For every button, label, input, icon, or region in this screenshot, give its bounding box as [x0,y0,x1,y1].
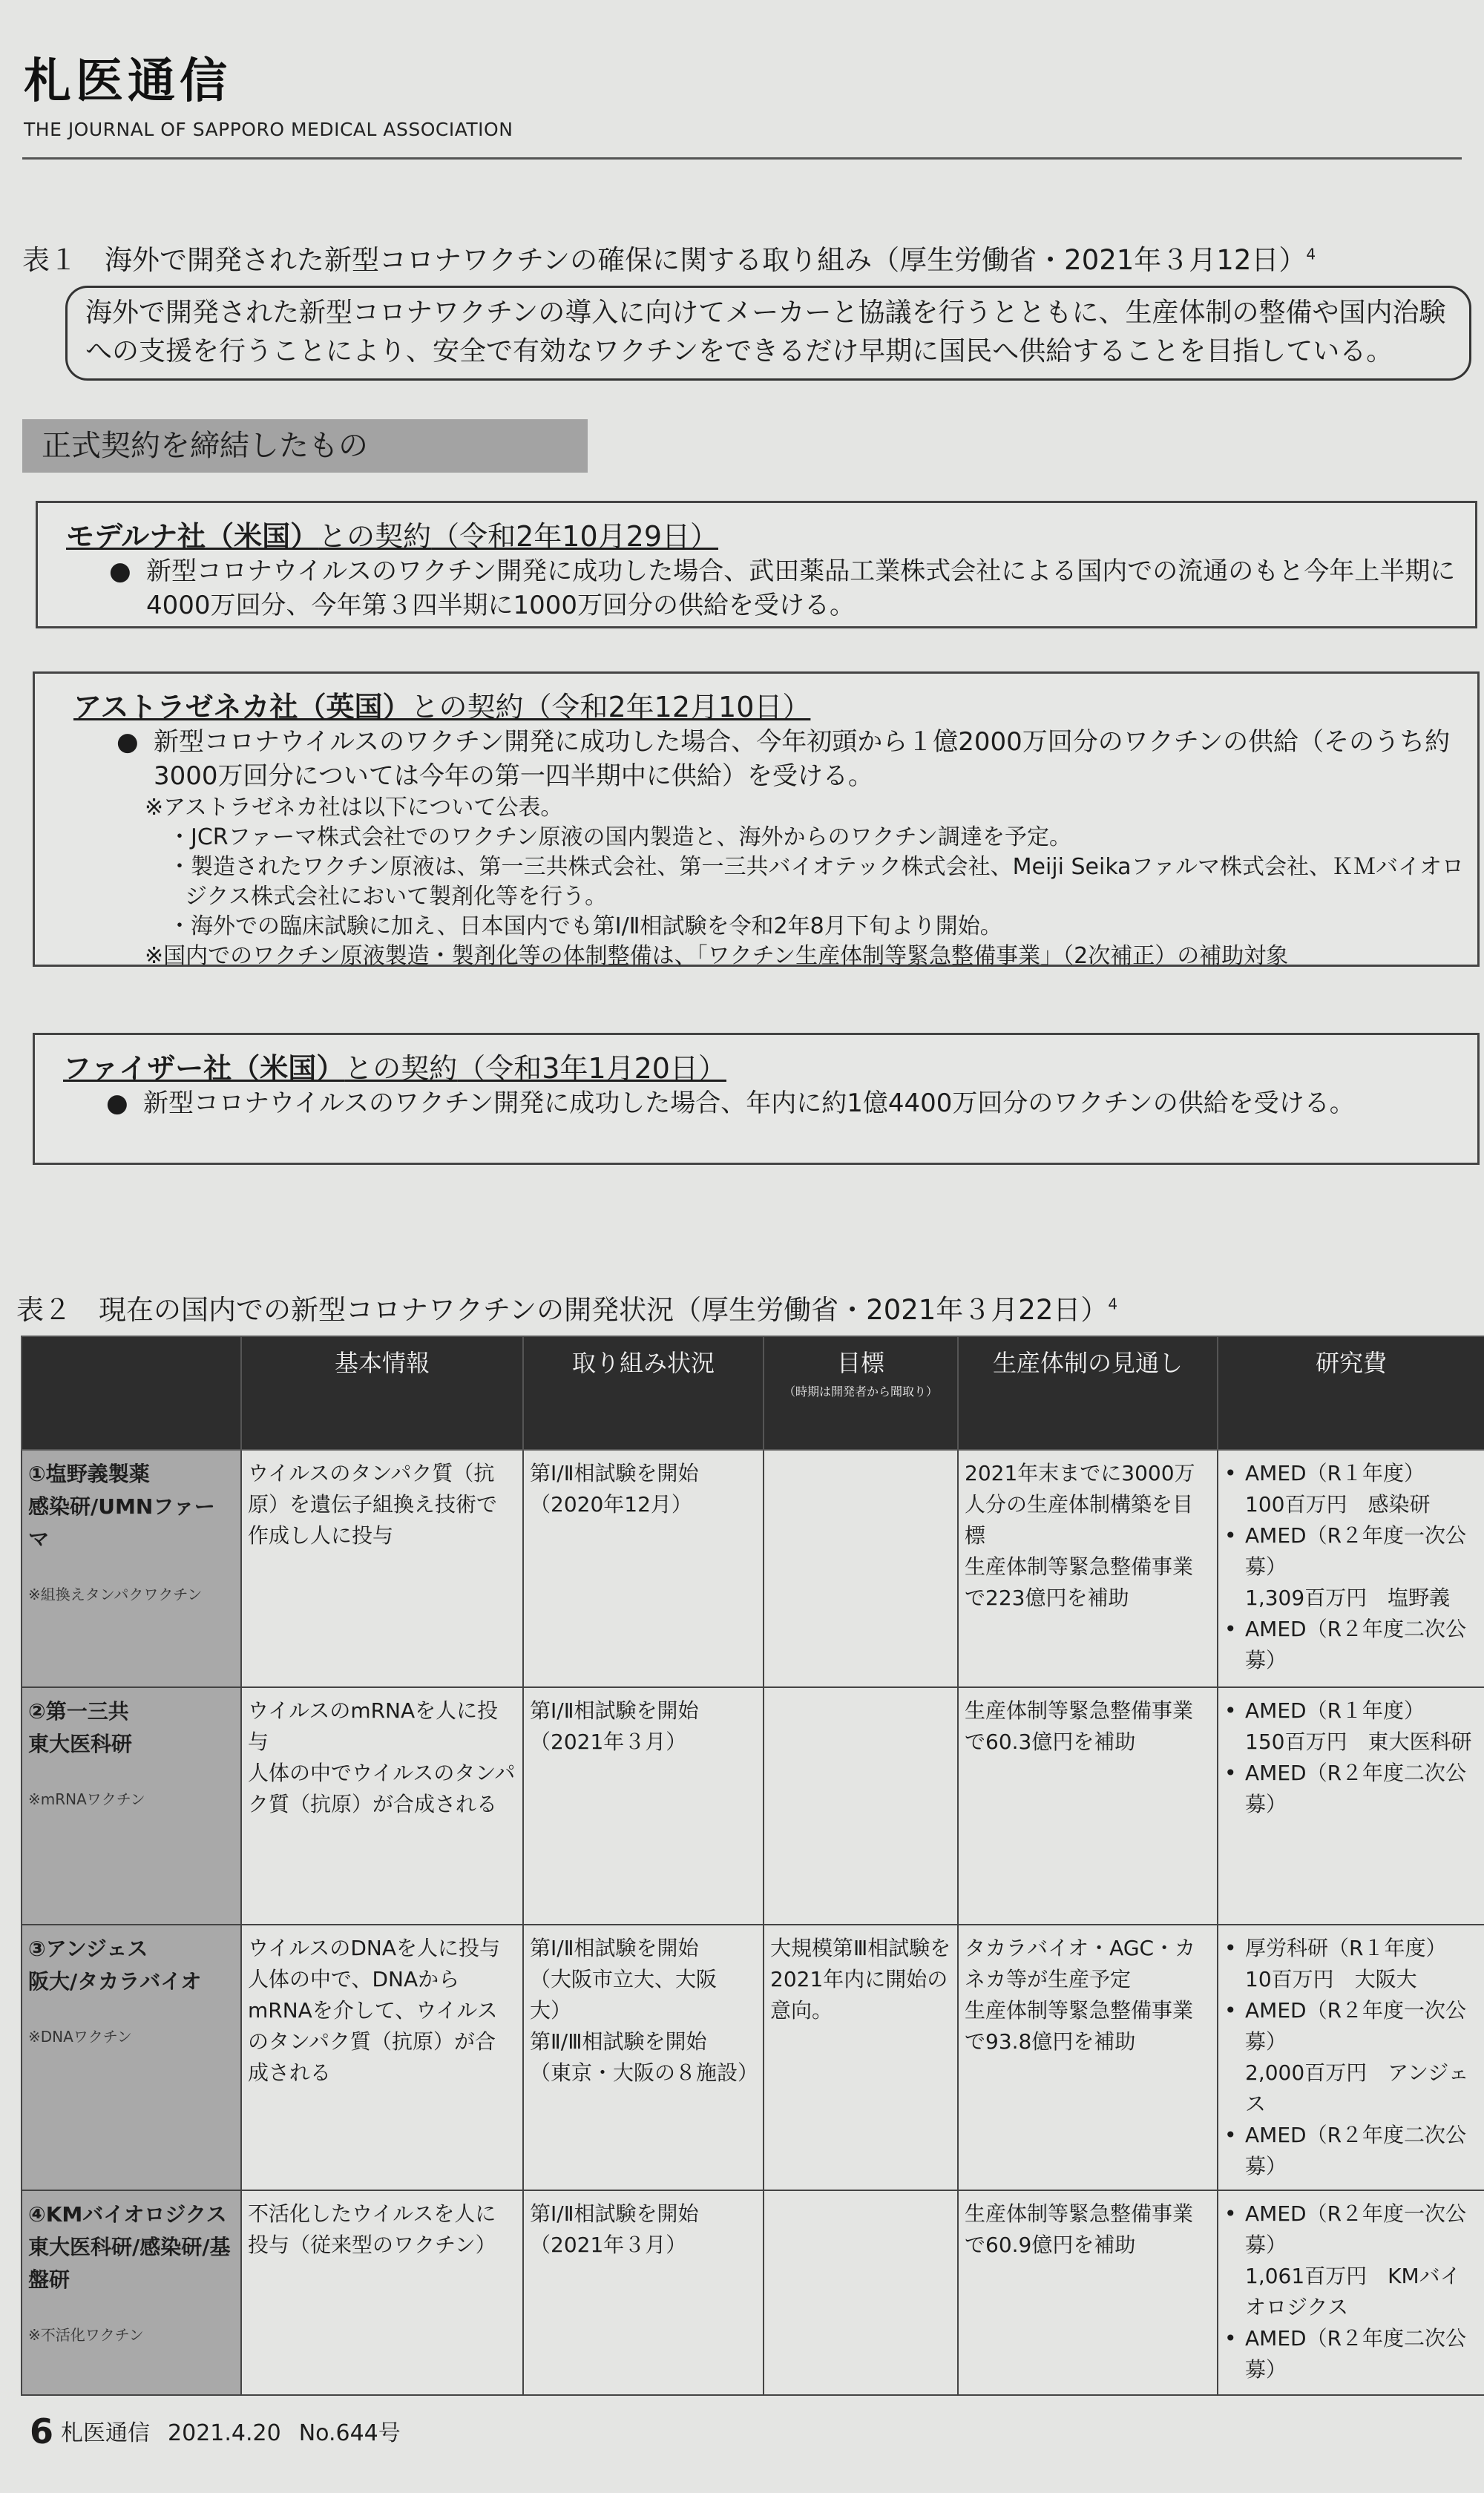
vaccine-type: ※不活化ワクチン [28,2326,144,2344]
cell-status [523,1925,764,2190]
cell-status [523,1450,764,1687]
funding-item: • AMED（R２年度一次公募） 1,061百万円 KMバイオロジクス [1224,2198,1478,2323]
funding-item: • AMED（R２年度二次公募） [1224,2323,1478,2385]
contract-heading [63,1045,1477,1086]
page-footer [30,2411,401,2451]
contract-note: ※国内でのワクチン原液製造・製剤化等の体制整備は、「ワクチン生産体制等緊急整備事業」（2次補正）の補助対象 [145,943,1289,969]
development-table [21,1336,1484,2396]
cell-org [22,1450,241,1687]
funding-item: • AMED（R１年度） 100百万円 感染研 [1224,1458,1478,1520]
cell-org-text: ③アンジェス 阪大/タカラバイオ [28,1937,202,1994]
contract-bullet: ● 新型コロナウイルスのワクチン開発に成功した場合、武田薬品工業株式会社による国内での流通のもと今年上半期に4000万回分、今年第３四半期に1000万回分の供給を受ける。 [66,554,1475,623]
contract-subnote: ・JCRファーマ株式会社でのワクチン原液の国内製造と、海外からのワクチン調達を予定。 [168,824,1072,850]
cell-status [523,2190,764,2395]
cell-basic-text: 不活化したウイルスを人に投与（従来型のワクチン） [248,2201,496,2257]
funding-item: • AMED（R２年度二次公募） [1224,1614,1478,1676]
cell-org-text: ④KMバイオロジクス 東大医科研/感染研/基盤研 [28,2202,231,2292]
cell-org [22,1925,241,2190]
cell-goal [764,2190,958,2395]
vaccine-type: ※組換えタンパクワクチン [28,1586,203,1603]
cell-status-text: 第Ⅰ/Ⅱ相試験を開始 （2021年３月） [530,1698,699,1754]
table-row [22,1925,1484,2190]
contract-date: （令和2年12月10日） [523,691,811,723]
company-name: アストラゼネカ社（英国） [73,691,411,723]
contract-box-moderna [36,501,1477,628]
contract-bullet: ● 新型コロナウイルスのワクチン開発に成功した場合、今年初頭から１億2000万回分のワクチンの供給（そのうち約3000万回分については今年の第一四半期中に供給）を受ける。 [73,725,1477,793]
journal-title: 札医通信 [24,53,232,109]
funding-item: • AMED（R２年度一次公募） 2,000百万円 アンジェス [1224,1995,1478,2120]
contract-date: （令和3年1月20日） [457,1052,726,1085]
header-status: 取り組み状況 [523,1336,764,1450]
table1-caption-text: 表１ 海外で開発された新型コロナワクチンの確保に関する取り組み（厚生労働省・2021年３月12日） [22,244,1307,276]
funding-item: • AMED（R２年度一次公募） 1,309百万円 塩野義 [1224,1520,1478,1614]
funding-item: • AMED（R２年度二次公募） [1224,1758,1478,1820]
cell-funding [1218,1687,1484,1925]
funding-item: • AMED（R１年度） 150百万円 東大医科研 [1224,1695,1478,1758]
cell-basic [241,1925,523,2190]
masthead [24,53,513,140]
contract-suffix: との契約 [410,691,524,723]
cell-funding [1218,1450,1484,1687]
cell-funding [1218,1925,1484,2190]
cell-goal [764,1925,958,2190]
contract-box-pfizer [33,1033,1480,1165]
company-name: モデルナ社（米国） [66,520,319,553]
funding-item: • 厚労科研（R１年度） 10百万円 大阪大 [1224,1933,1478,1995]
cell-org [22,1687,241,1925]
cell-production-text: 2021年末までに3000万人分の生産体制構築を目標 生産体制等緊急整備事業で223億円を補助 [965,1461,1195,1610]
contract-subnote: ・製造されたワクチン原液は、第一三共株式会社、第一三共バイオテック株式会社、Meiji Seikaファルマ株式会社、ＫＭバイオロジクス株式会社において製剤化等を行う。 [168,854,1465,910]
contract-suffix: との契約 [344,1052,458,1085]
table1-caption [22,237,1316,277]
cell-production-text: 生産体制等緊急整備事業で60.9億円を補助 [965,2201,1194,2257]
table-row [22,2190,1484,2395]
section-label: 正式契約を締結したもの [22,419,588,473]
cell-basic-text: ウイルスのDNAを人に投与 人体の中で、DNAからmRNAを介して、ウイルスのタンパク質（抗原）が合成される [248,1936,500,2085]
table1-summary: 海外で開発された新型コロナワクチンの導入に向けてメーカーと協議を行うとともに、生産体制の整備や国内治験への支援を行うことにより、安全で有効なワクチンをできるだけ早期に国民へ供給することを目指している。 [65,286,1471,381]
vaccine-type: ※mRNAワクチン [28,1790,145,1808]
table1-caption-ref: 4 [1306,245,1316,263]
footer-journal: 札医通信 [61,2420,151,2446]
vaccine-type: ※DNAワクチン [28,2028,132,2046]
cell-status-text: 第Ⅰ/Ⅱ相試験を開始 （2021年３月） [530,2201,699,2257]
header-basic: 基本情報 [241,1336,523,1450]
cell-production [958,1925,1218,2190]
header-goal-label: 目標 [836,1349,884,1377]
header-goal [764,1336,958,1450]
page-number: 6 [30,2411,54,2451]
cell-status-text: 第Ⅰ/Ⅱ相試験を開始 （2020年12月） [530,1461,699,1517]
cell-basic-text: ウイルスのmRNAを人に投与 人体の中でウイルスのタンパク質（抗原）が合成される [248,1698,516,1816]
cell-production [958,2190,1218,2395]
cell-production-text: タカラバイオ・AGC・カネカ等が生産予定 生産体制等緊急整備事業で93.8億円を補助 [965,1936,1196,2054]
cell-goal-text: 大規模第Ⅲ相試験を2021年内に開始の意向。 [770,1936,951,2023]
contract-bullet: ● 新型コロナウイルスのワクチン開発に成功した場合、年内に約1億4400万回分のワクチンの供給を受ける。 [63,1086,1477,1120]
cell-org [22,2190,241,2395]
contract-suffix: との契約 [318,520,432,553]
cell-status [523,1687,764,1925]
header-goal-note: （時期は開発者から聞取り） [783,1385,938,1399]
table-row [22,1687,1484,1925]
footer-date: 2021.4.20 [168,2420,281,2446]
cell-status-text: 第Ⅰ/Ⅱ相試験を開始 （大阪市立大、大阪大） 第Ⅱ/Ⅲ相試験を開始 （東京・大阪の８施設） [530,1936,759,2085]
footer-issue: No.644号 [298,2420,401,2446]
cell-goal [764,1687,958,1925]
cell-production [958,1450,1218,1687]
cell-production-text: 生産体制等緊急整備事業で60.3億円を補助 [965,1698,1194,1754]
journal-subtitle: THE JOURNAL OF SAPPORO MEDICAL ASSOCIATION [24,119,513,140]
company-name: ファイザー社（米国） [63,1052,345,1085]
contract-note: ※アストラゼネカ社は以下について公表。 [145,795,563,821]
cell-basic [241,1450,523,1687]
table2-caption-ref: 4 [1108,1295,1118,1313]
table2-caption-text: 表２ 現在の国内での新型コロナワクチンの開発状況（厚生労働省・2021年３月22日） [16,1294,1109,1326]
cell-goal [764,1450,958,1687]
contract-date: （令和2年10月29日） [431,520,719,553]
cell-org-text: ①塩野義製薬 感染研/UMNファーマ [28,1462,215,1551]
cell-production [958,1687,1218,1925]
contract-heading [66,513,1475,554]
header-org [22,1336,241,1450]
cell-basic-text: ウイルスのタンパク質（抗原）を遺伝子組換え技術で作成し人に投与 [248,1461,498,1548]
cell-org-text: ②第一三共 東大医科研 [28,1699,133,1756]
contract-subnote: ・海外での臨床試験に加え、日本国内でも第Ⅰ/Ⅱ相試験を令和2年8月下旬より開始。 [168,913,1002,939]
header-rule [22,157,1462,160]
funding-item: • AMED（R２年度二次公募） [1224,2120,1478,2182]
contract-heading [73,684,1477,725]
header-production: 生産体制の見通し [958,1336,1218,1450]
table-row [22,1450,1484,1687]
header-funding: 研究費 [1218,1336,1484,1450]
cell-basic [241,2190,523,2395]
table2-caption [16,1287,1117,1327]
contract-box-astrazeneca [33,671,1480,967]
cell-funding [1218,2190,1484,2395]
cell-basic [241,1687,523,1925]
